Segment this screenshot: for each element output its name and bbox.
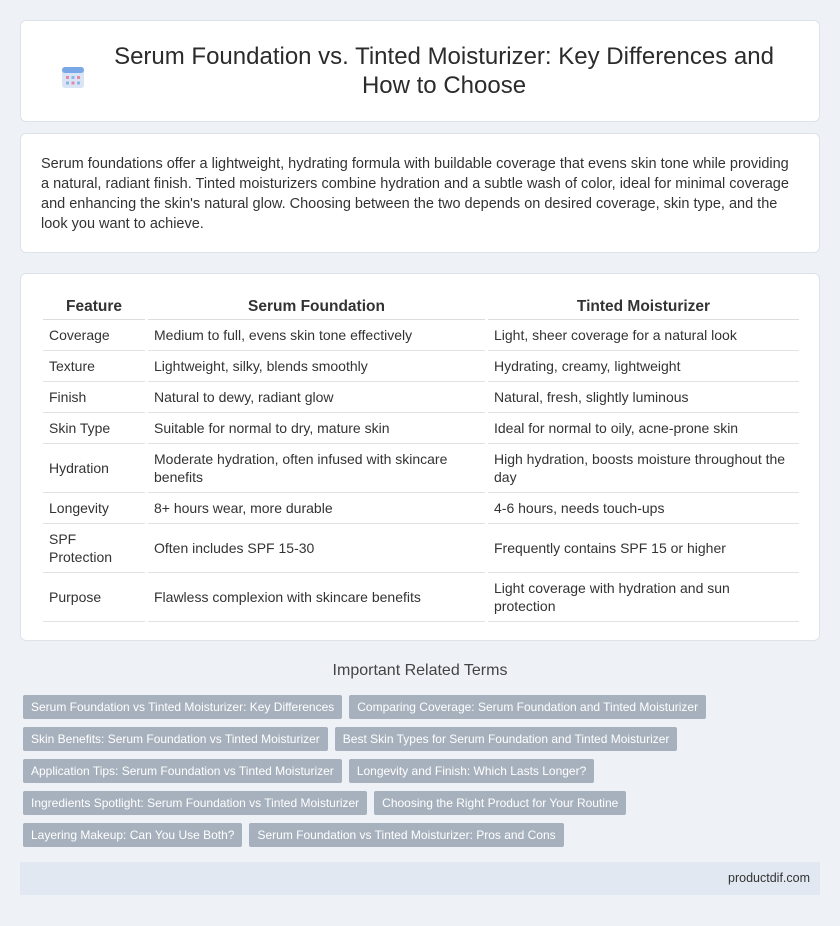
- related-term-link[interactable]: Choosing the Right Product for Your Routine: [374, 791, 626, 815]
- cell-tinted: Hydrating, creamy, lightweight: [488, 351, 799, 382]
- related-term-link[interactable]: Comparing Coverage: Serum Foundation and Tinted Moisturizer: [349, 695, 706, 719]
- cell-serum: Lightweight, silky, blends smoothly: [148, 351, 485, 382]
- cell-tinted: Frequently contains SPF 15 or higher: [488, 524, 799, 573]
- footer: [20, 862, 820, 895]
- cell-tinted: High hydration, boosts moisture throughout the day: [488, 444, 799, 493]
- related-terms-title: Important Related Terms: [332, 662, 508, 679]
- table-row: [43, 382, 799, 413]
- cell-tinted: Light, sheer coverage for a natural look: [488, 320, 799, 351]
- header-tinted-moisturizer: Tinted Moisturizer: [488, 292, 799, 320]
- cell-feature: Hydration: [43, 444, 145, 493]
- related-term-link[interactable]: Skin Benefits: Serum Foundation vs Tinted Moisturizer: [23, 727, 328, 751]
- table-row: [43, 351, 799, 382]
- cell-tinted: Ideal for normal to oily, acne-prone skin: [488, 413, 799, 444]
- cell-serum: Moderate hydration, often infused with skincare benefits: [148, 444, 485, 493]
- cell-tinted: Light coverage with hydration and sun protection: [488, 573, 799, 622]
- related-terms-list: [23, 695, 823, 855]
- cell-feature: Finish: [43, 382, 145, 413]
- footer-site-name[interactable]: productdif.com: [728, 871, 810, 885]
- related-term-link[interactable]: Serum Foundation vs Tinted Moisturizer: Pros and Cons: [249, 823, 563, 847]
- cell-feature: Texture: [43, 351, 145, 382]
- table-row: [43, 320, 799, 351]
- cell-serum: Often includes SPF 15-30: [148, 524, 485, 573]
- table-row: [43, 493, 799, 524]
- table-header-row: [43, 292, 799, 320]
- header-serum-foundation: Serum Foundation: [148, 292, 485, 320]
- table-row: [43, 524, 799, 573]
- comparison-table-card: [20, 273, 820, 641]
- comparison-table: [43, 292, 799, 622]
- cell-feature: Skin Type: [43, 413, 145, 444]
- table-row: [43, 573, 799, 622]
- header-feature: Feature: [43, 292, 145, 320]
- cell-feature: Purpose: [43, 573, 145, 622]
- cell-feature: Longevity: [43, 493, 145, 524]
- table-row: [43, 444, 799, 493]
- related-term-link[interactable]: Best Skin Types for Serum Foundation and Tinted Moisturizer: [335, 727, 678, 751]
- related-term-link[interactable]: Serum Foundation vs Tinted Moisturizer: Key Differences: [23, 695, 342, 719]
- cell-tinted: Natural, fresh, slightly luminous: [488, 382, 799, 413]
- cell-serum: Flawless complexion with skincare benefits: [148, 573, 485, 622]
- cell-serum: Suitable for normal to dry, mature skin: [148, 413, 485, 444]
- page-title: Serum Foundation vs. Tinted Moisturizer: Key Differences and How to Choose: [114, 43, 774, 99]
- cell-serum: 8+ hours wear, more durable: [148, 493, 485, 524]
- calendar-grid-icon: [60, 64, 86, 90]
- related-term-link[interactable]: Layering Makeup: Can You Use Both?: [23, 823, 242, 847]
- intro-text: Serum foundations offer a lightweight, hydrating formula with buildable coverage that evens skin tone while providing a natural, radiant finish. Tinted moisturizers combine hydration and a subtle wash of color, ideal for minimal coverage and enhancing the skin's natural glow. Choosing between the two depends on desired coverage, skin type, and the look you want to achieve.: [41, 156, 789, 232]
- table-row: [43, 413, 799, 444]
- cell-serum: Medium to full, evens skin tone effectively: [148, 320, 485, 351]
- intro-card: [20, 133, 820, 253]
- related-term-link[interactable]: Ingredients Spotlight: Serum Foundation vs Tinted Moisturizer: [23, 791, 367, 815]
- cell-serum: Natural to dewy, radiant glow: [148, 382, 485, 413]
- cell-feature: SPF Protection: [43, 524, 145, 573]
- cell-feature: Coverage: [43, 320, 145, 351]
- cell-tinted: 4-6 hours, needs touch-ups: [488, 493, 799, 524]
- related-term-link[interactable]: Longevity and Finish: Which Lasts Longer?: [349, 759, 594, 783]
- related-term-link[interactable]: Application Tips: Serum Foundation vs Tinted Moisturizer: [23, 759, 342, 783]
- header-card: [20, 20, 820, 122]
